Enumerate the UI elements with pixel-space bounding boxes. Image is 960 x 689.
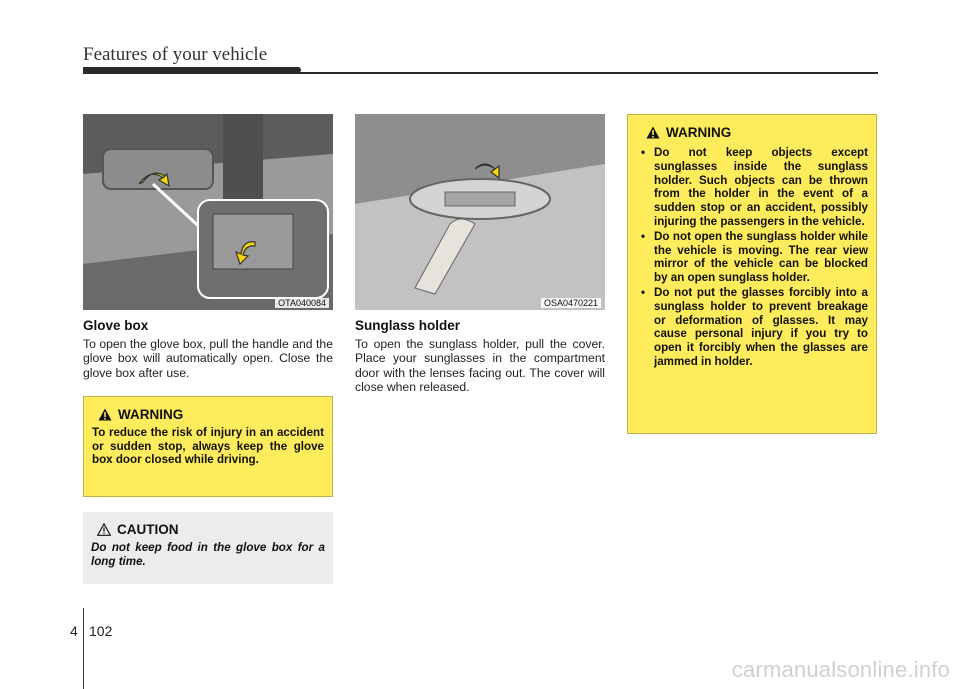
glove-box-warning [83,396,333,497]
warning-bullet-list [636,146,868,369]
warning-bullet: • Do not open the sunglass holder while the vehicle is moving. The rear view mirror of the vehicle can be blocked by an open sunglass holder. [641,229,868,285]
sunglass-holder-title: Sunglass holder [355,318,461,333]
warning-text: To reduce the risk of injury in an accident or sudden stop, always keep the glove box door closed while driving. [92,426,324,466]
warning-bullet: • Do not keep objects except sunglasses inside the sunglass holder. Such objects can be thrown from the holder in the event of a sudden stop or an accident, possibly injuring the passengers in the vehicle. [641,146,868,228]
glove-box-title: Glove box [83,318,149,333]
warning-heading: WARNING [118,407,184,422]
header-rule [83,72,878,74]
sunglass-holder-photo [355,114,605,310]
chapter-number: 4 [70,623,78,639]
caution-text: Do not keep food in the glove box for a long time. [91,541,325,568]
glove-box-photo [83,114,333,310]
photo-code: OSA0470221 [541,298,601,308]
sunglass-holder-warning [627,114,877,434]
caution-triangle-icon [97,523,111,536]
page-number: 102 [89,623,113,639]
caution-header [97,522,325,537]
sunglass-holder-text: To open the sunglass holder, pull the cover. Place your sunglasses in the compartment door with the lenses facing out. The cover will close when released. [355,337,605,395]
footer-divider [83,608,84,689]
watermark: carmanualsonline.info [731,657,950,682]
warning-heading: WARNING [666,125,732,140]
warning-header [98,407,324,422]
warning-triangle-icon [98,408,112,421]
caution-heading: CAUTION [117,522,179,537]
warning-triangle-icon [646,126,660,139]
glove-box-text: To open the glove box, pull the handle and the glove box will automatically open. Close the glove box after use. [83,337,333,380]
glove-box-caution [83,512,333,584]
warning-bullet: • Do not put the glasses forcibly into a sunglass holder to prevent breakage or deformation of glasses. It may cause personal injury if you try to open it forcibly when the glasses are jammed in holder. [641,285,868,368]
photo-code: OTA040084 [275,298,329,308]
page-header-title: Features of your vehicle [83,44,268,65]
warning-header [646,125,868,140]
